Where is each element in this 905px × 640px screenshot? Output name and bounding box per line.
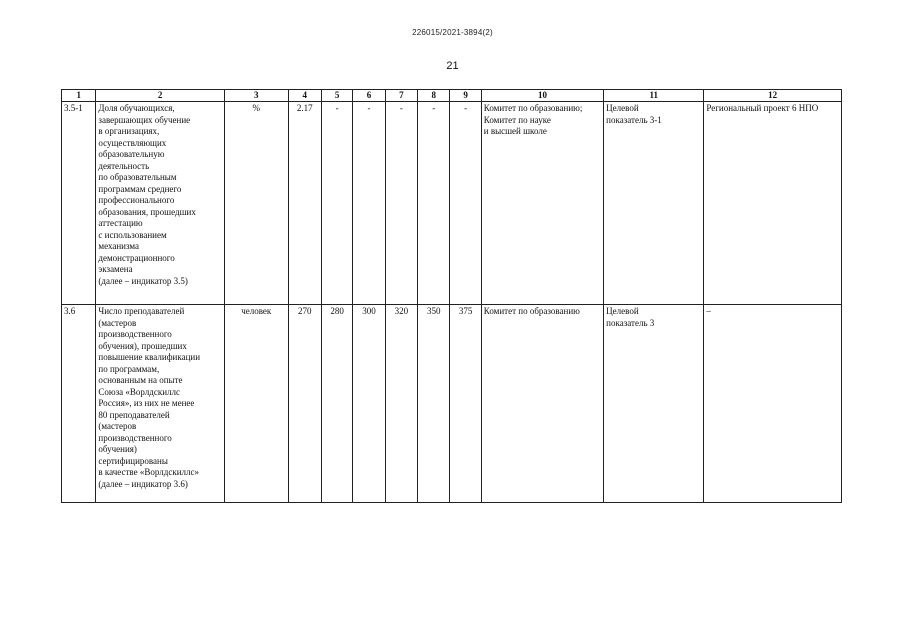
column-header: 6 [353,90,385,102]
table-row [62,102,842,305]
indicator-name: Число преподавателей (мастеров производственного обучения), прошедших повышение квалификации по программам, основанным на опыте Союза «Ворлдскиллс Россия», из них не менее 80 преподавателей (мастеров производственного обучения) сертифицированы в качестве «Ворлдскиллс» (далее – индикатор 3.6) [96,305,224,503]
indicator-id: 3.5-1 [62,102,96,305]
regional-project: Региональный проект 6 НПО [704,102,842,305]
column-header: 1 [62,90,96,102]
indicator-unit: человек [224,305,288,503]
page-number: 21 [446,60,459,72]
value-col-4: 270 [288,305,321,503]
target-indicator: Целевой показатель 3-1 [604,102,704,305]
value-col-7: 320 [385,305,417,503]
column-header: 7 [385,90,417,102]
value-col-4: 2.17 [288,102,321,305]
column-header: 5 [321,90,352,102]
indicator-unit: % [224,102,288,305]
value-col-8: - [418,102,450,305]
column-header: 8 [418,90,450,102]
column-header: 11 [604,90,704,102]
value-col-9: - [450,102,481,305]
column-header: 4 [288,90,321,102]
responsible-body: Комитет по образованию [481,305,603,503]
table-header [62,90,842,102]
indicator-name: Доля обучающихся, завершающих обучение в организациях, осуществляющих образовательную деятельность по образовательным программам среднего профессионального образования, прошедших аттестацию с использованием механизма демонстрационного экзамена (далее – индикатор 3.5) [96,102,224,305]
value-col-6: - [353,102,385,305]
value-col-8: 350 [418,305,450,503]
document-registration-number: 226015/2021-3894(2) [412,28,493,37]
value-col-6: 300 [353,305,385,503]
regional-project: – [704,305,842,503]
indicators-table [61,89,842,503]
column-header: 9 [450,90,481,102]
column-header: 12 [704,90,842,102]
indicator-id: 3.6 [62,305,96,503]
target-indicator: Целевой показатель 3 [604,305,704,503]
value-col-7: - [385,102,417,305]
table-row [62,305,842,503]
value-col-9: 375 [450,305,481,503]
column-header: 10 [481,90,603,102]
column-header: 3 [224,90,288,102]
column-header: 2 [96,90,224,102]
value-col-5: - [321,102,352,305]
responsible-body: Комитет по образованию; Комитет по науке и высшей школе [481,102,603,305]
value-col-5: 280 [321,305,352,503]
